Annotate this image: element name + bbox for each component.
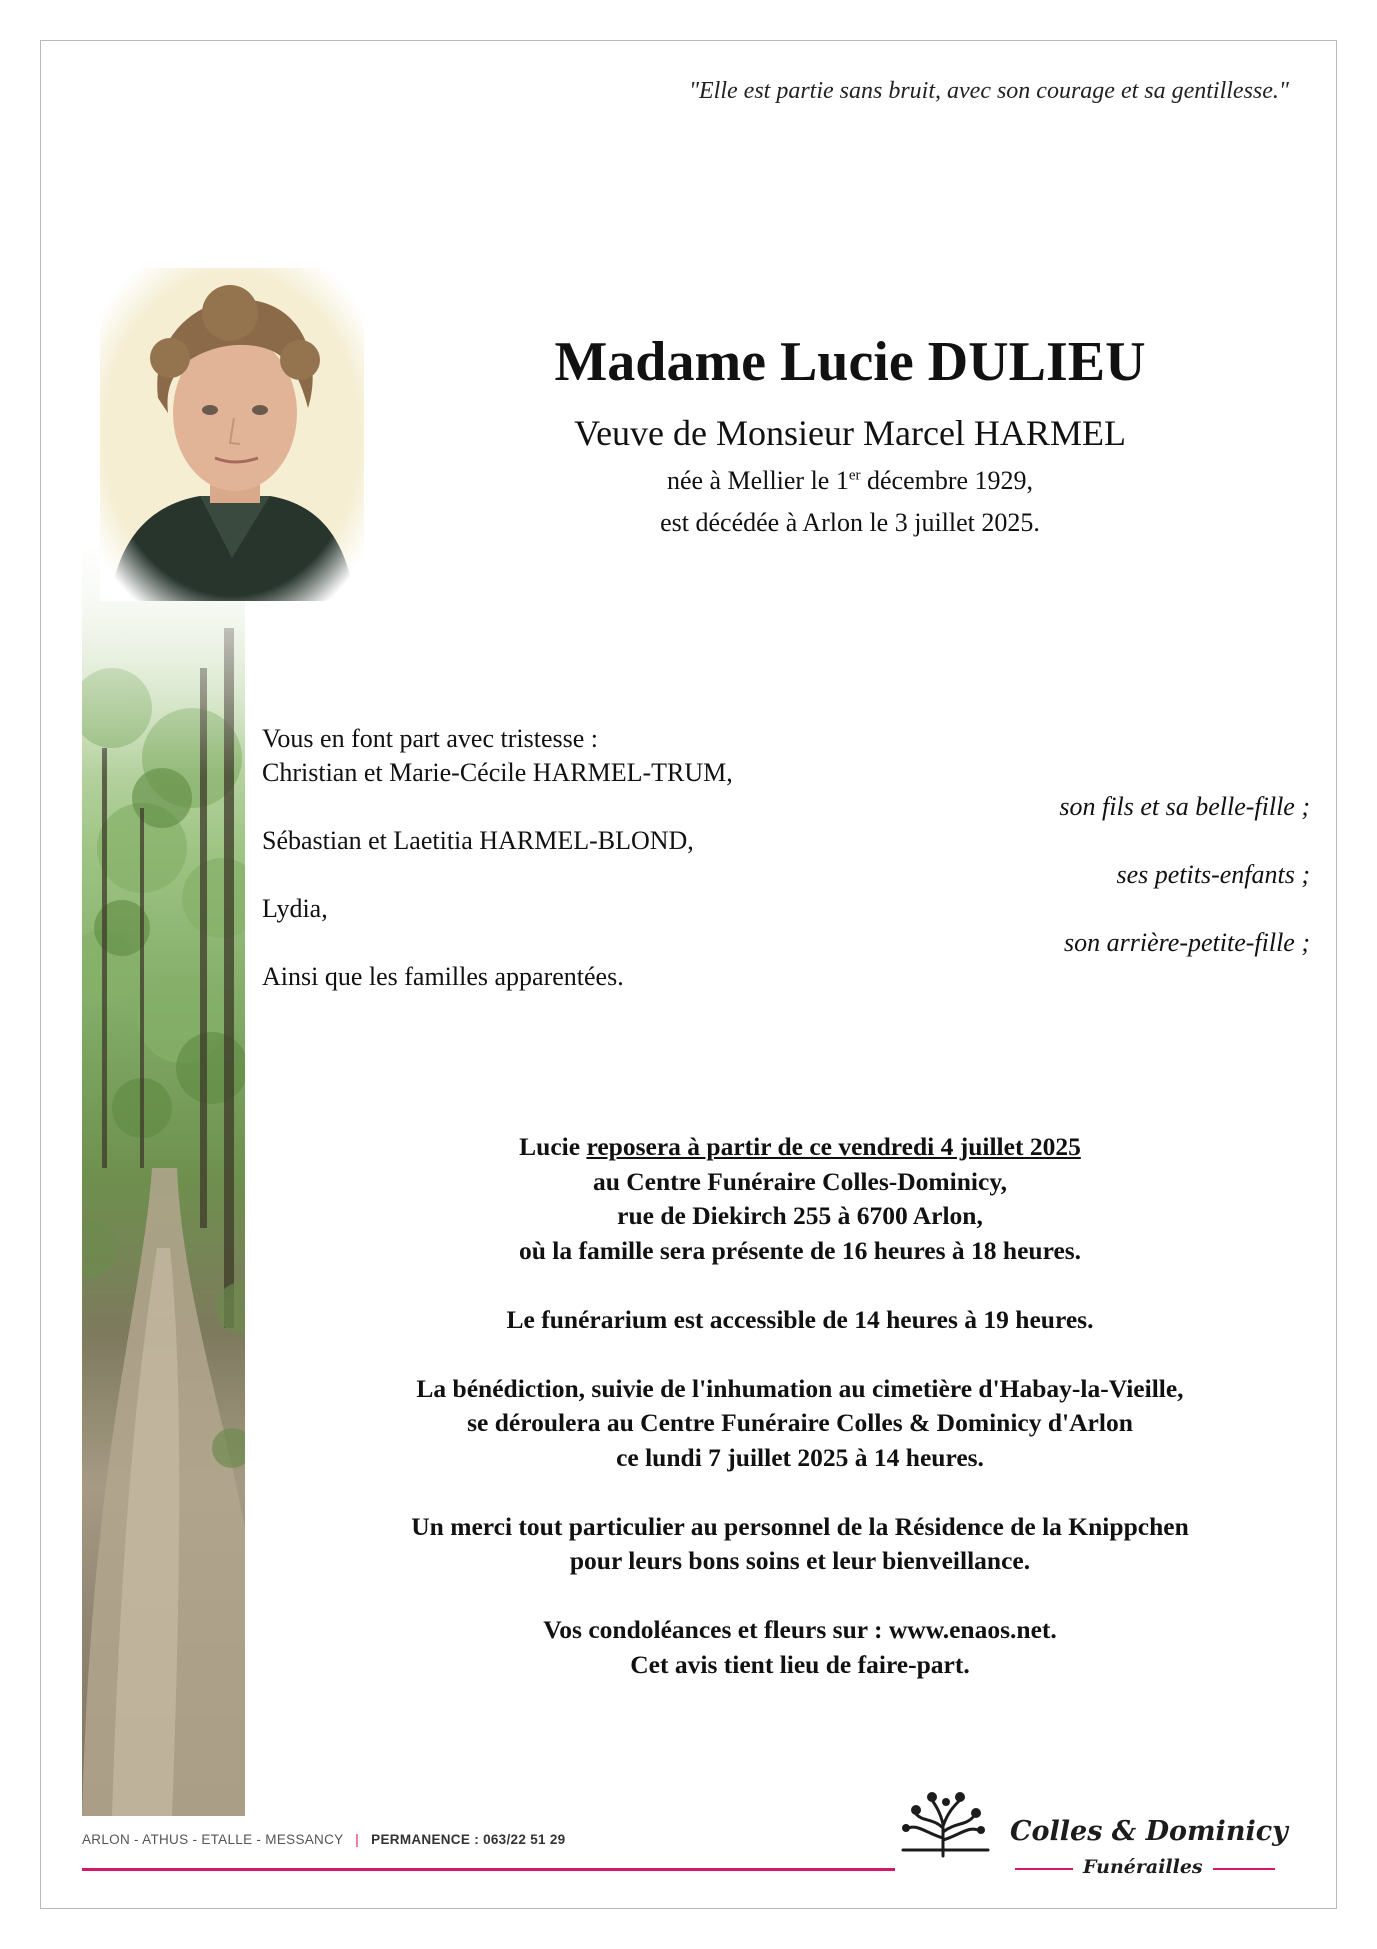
viewing-name: Lucie [519, 1132, 587, 1161]
ceremony-line: La bénédiction, suivie de l'inhumation au cimetière d'Habay-la-Vieille, [416, 1373, 1184, 1403]
viewing-line: au Centre Funéraire Colles-Dominicy, [592, 1166, 1008, 1196]
thanks-line: pour leurs bons soins et leur bienveillance. [569, 1546, 1031, 1575]
ceremony-line: se déroulera au Centre Funéraire Colles & Dominicy d'Arlon [467, 1408, 1133, 1437]
logo-tagline: Funérailles [1083, 1856, 1203, 1878]
logo-accent-line-left [1015, 1868, 1073, 1870]
birth-ordinal: er [848, 467, 861, 484]
family-entry-names: Christian et Marie-Cécile HARMEL-TRUM, [262, 758, 733, 787]
footer-separator: | [355, 1832, 360, 1847]
funeral-arrangements [300, 1130, 1300, 1682]
family-outro: Ainsi que les familles apparentées. [262, 962, 624, 991]
viewing-line: rue de Diekirch 255 à 6700 Arlon, [617, 1201, 983, 1230]
logo-brand-name: Colles & Dominicy [1010, 1816, 1288, 1847]
tree-logo-icon [888, 1788, 998, 1863]
family-entry-relation: son arrière-petite-fille ; [1064, 928, 1310, 957]
family-intro: Vous en font part avec tristesse : [262, 724, 598, 753]
birth-line [430, 466, 1270, 496]
footer-permanence: PERMANENCE : 063/22 51 29 [371, 1832, 566, 1847]
death-line: est décédée à Arlon le 3 juillet 2025. [660, 508, 1040, 537]
notice-line: Cet avis tient lieu de faire-part. [630, 1649, 970, 1679]
viewing-line-1 [300, 1130, 1300, 1165]
family-entry-names: Sébastian et Laetitia HARMEL-BLOND, [262, 826, 694, 855]
family-announcement [262, 722, 1312, 994]
family-entry-names: Lydia, [262, 894, 328, 923]
epigraph-quote: "Elle est partie sans bruit, avec son courage et sa gentillesse." [688, 78, 1289, 104]
portrait-photo [100, 268, 364, 601]
spouse-line: Veuve de Monsieur Marcel HARMEL [574, 413, 1126, 453]
thanks-line: Un merci tout particulier au personnel de la Résidence de la Knippchen [411, 1511, 1189, 1541]
birth-date-rest: décembre 1929, [860, 466, 1034, 495]
logo-accent-line-right [1213, 1868, 1275, 1870]
deceased-name: Madame Lucie DULIEU [554, 331, 1146, 393]
spacer [300, 1475, 1300, 1510]
family-entry-relation: son fils et sa belle-fille ; [1059, 792, 1310, 821]
footer-locations: ARLON - ATHUS - ETALLE - MESSANCY [82, 1832, 344, 1847]
spacer [300, 1337, 1300, 1372]
funerarium-hours: Le funérarium est accessible de 14 heures à 19 heures. [506, 1304, 1094, 1334]
spacer [300, 1579, 1300, 1614]
spacer [300, 1268, 1300, 1303]
footer-contact [82, 1832, 566, 1847]
birth-text: née à Mellier le 1 [666, 466, 849, 495]
condolences-line: Vos condoléances et fleurs sur : www.enaos.net. [543, 1615, 1057, 1644]
forest-path-image [82, 548, 245, 1816]
viewing-date: reposera à partir de ce vendredi 4 juillet 2025 [586, 1132, 1081, 1161]
viewing-line: où la famille sera présente de 16 heures à 18 heures. [518, 1235, 1082, 1265]
ceremony-line: ce lundi 7 juillet 2025 à 14 heures. [616, 1442, 984, 1472]
footer-accent-line [82, 1868, 895, 1871]
family-entry-relation: ses petits-enfants ; [1116, 860, 1310, 889]
